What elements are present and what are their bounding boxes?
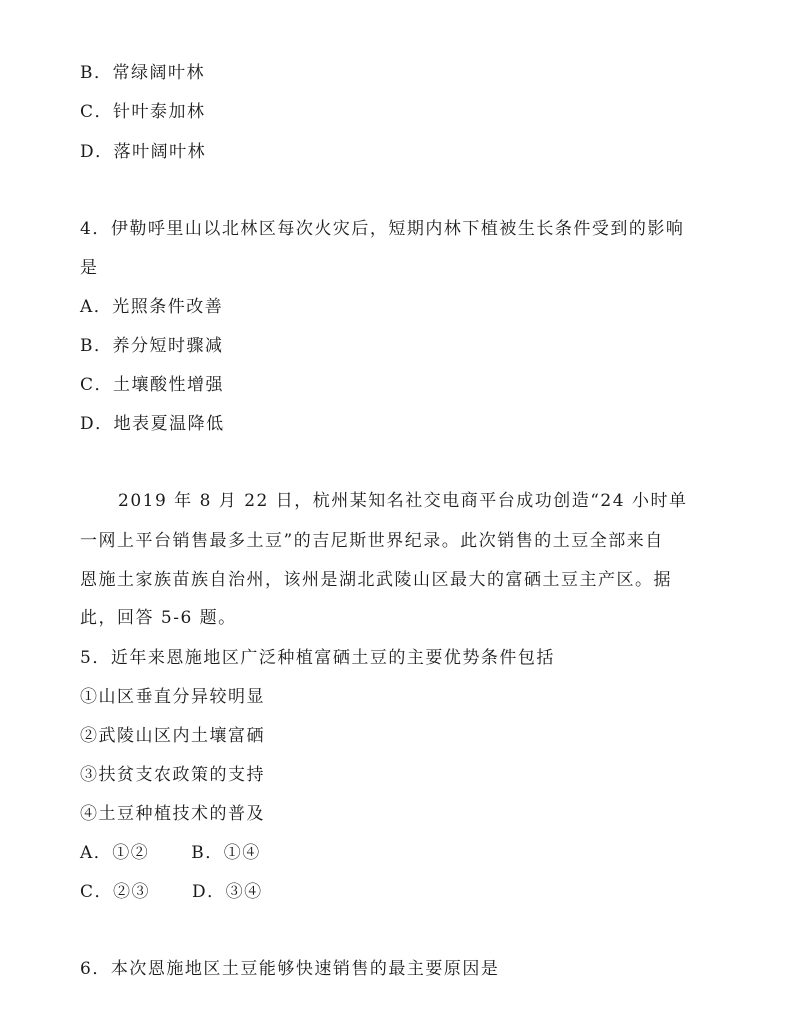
q5-item-3: ③扶贫支农政策的支持 <box>80 765 265 785</box>
q5-option-b: B．①④ <box>191 843 261 863</box>
q5-item-4: ④土豆种植技术的普及 <box>80 804 265 824</box>
q5-option-c: C．②③ <box>80 882 151 902</box>
q4-option-d: D．地表夏温降低 <box>80 414 225 434</box>
q4-option-b: B．养分短时骤减 <box>80 336 224 356</box>
q5-stem: 5．近年来恩施地区广泛种植富硒土豆的主要优势条件包括 <box>80 648 555 668</box>
q4-option-c: C．土壤酸性增强 <box>80 375 225 395</box>
q3-option-c: C．针叶泰加林 <box>80 102 206 122</box>
passage-line1: 2019 年 8 月 22 日，杭州某知名社交电商平台成功创造“24 小时单 <box>118 491 688 511</box>
q5-options-row2 <box>80 881 263 903</box>
q3-option-b: B．常绿阔叶林 <box>80 63 205 83</box>
q4-stem-line1: 4．伊勒呼里山以北林区每次火灾后，短期内林下植被生长条件受到的影响 <box>80 219 685 239</box>
passage-line2: 一网上平台销售最多土豆”的吉尼斯世界纪录。此次销售的土豆全部来自 <box>80 531 664 551</box>
q3-option-d: D．落叶阔叶林 <box>80 142 207 162</box>
passage-line4: 此，回答 5-6 题。 <box>80 608 237 628</box>
q5-options-row1 <box>80 842 261 864</box>
q5-option-a: A．①② <box>80 843 150 863</box>
q4-option-a: A．光照条件改善 <box>80 297 224 317</box>
q5-item-1: ①山区垂直分异较明显 <box>80 687 265 707</box>
q5-option-d: D．③④ <box>192 882 263 902</box>
q5-item-2: ②武陵山区内土壤富硒 <box>80 726 265 746</box>
q4-stem-line2: 是 <box>80 258 99 278</box>
q6-stem: 6．本次恩施地区土豆能够快速销售的最主要原因是 <box>80 959 500 979</box>
passage-line3: 恩施土家族苗族自治州，该州是湖北武陵山区最大的富硒土豆主产区。据 <box>80 570 672 590</box>
